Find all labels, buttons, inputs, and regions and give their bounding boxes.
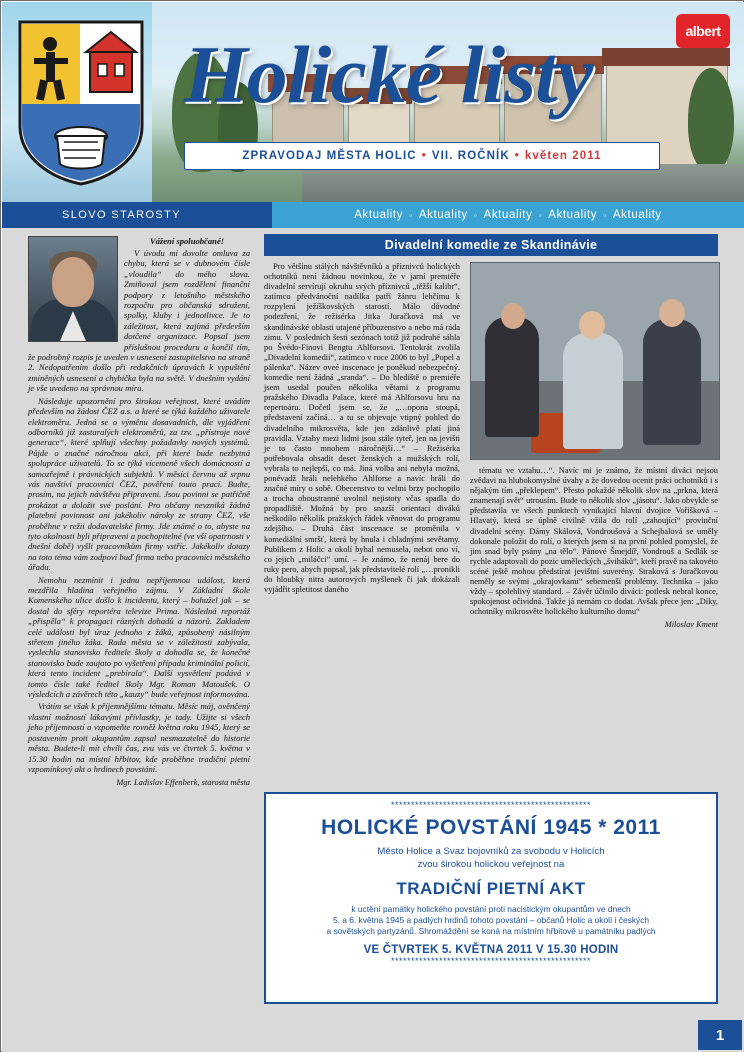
announcement-detail-1: k uctění památky holického povstání proti nacistickým okupantům ve dnech bbox=[351, 904, 631, 914]
announcement-datetime: VE ČTVRTEK 5. KVĚTNA 2011 V 15.30 HODIN bbox=[363, 944, 619, 956]
announcement-subtitle: TRADIČNÍ PIETNÍ AKT bbox=[396, 879, 586, 898]
article-paragraph: Pro většinu stálých návštěvníků a příznivců holických ochotníků není žádnou novinkou, že v jarní premiéře divadelní servírují okruhu svých příznivců „těžší kalibr“, zatímco předvánoční nadílka patří žánru lehčímu k rozpylení ježíškovských starostí. Málo důvodné podezření, že režisérka Jitka Juračková má ve skandinávské oblasti utajené příbuzenstvo a nebo má ráda zimu. V posledních šesti sezónach totiž již podruhé sáhla po Švédo-Finovi Bengtu Ahlforsovi. Tentokrát zvolila „Divadelní komedii“, zatímco v roce 2006 to byl „Popel a pálenka“. Název oveé inscenace je poněkud nebezpečný. komedie není žádná „sranda“. – Do hlediště o premiéře jsem usedal poučen několika větami z programu pražského Divadla Palace, které má Ahlforsovu hru na repertoáru. Dočetl jsem se, že „…opona stoupá, představení začíná… a tu se objevuje vtipný pohled do divadelního mikrosvěta, kde jen zdánlivě platí jiná pravidla. Vztahy mezi lidmi jsou stále tyteř, jen na jevišti je to často mnohem náročnější…“ – Režisérka potřebovala obsadit deset ženských a mužských rolí, vybrala to nejlepší, co má. Jiná volba ani nebyla možná, ponévadž hráli nelehkého Ahlforse a navíc hráli do značné míry o sobě. Obecenstvo to velmi brzy pochopilo a trocha oboustranné uvolnil nejistoty včas spadla do propadliště. Možná by pro snazší orientaci diváků neškodilo několik pražských řádek věnovat do programu zdejšího. – Druhá část inscenace se proměnila v komediální smršť, která by hnula i chladnými sevětamy. Publikem z Holic a okolí byhal nemusela, nebot ono ví, co jejich „miláčci“ umí. – Je známo, že nenáj bere do ruky pero, abych popsal, jak představitelé rolí „…pronikli do hloubky nitra autorových myšlenek či jak dokázali vyjádřit spletitost daného bbox=[264, 262, 460, 594]
subtitle-sep-2: • bbox=[514, 150, 520, 162]
article-column-2 bbox=[470, 262, 718, 629]
editorial-paragraph: Vrátím se však k příjemnějšímu tématu. Měsíc máj, ověnčený vlastní možností lákavými přívlastky, je tady. Užijte si všech jeho příjemností a vzpomeňte rovněž května roku 1945, který se postavením proti okupantům zapsal nesmazatelně do historie města. Budete-li mít chvíli čas, zvu vás ve čtvrtek 5. května v 15.30 hodin na místní hřbitov, kde proběhne tradiční pietní vzpomínkový akt o hrdinech povstání. bbox=[28, 701, 250, 774]
announcement-detail-2: 5. a 6. května 1945 a padlých hrdinů tohoto povstání – občanů Holic a okolí i českých bbox=[332, 915, 650, 925]
aktuality-item-3: Aktuality bbox=[548, 209, 598, 221]
bullet-icon: ◦ bbox=[603, 210, 607, 220]
aktuality-item-2: Aktuality bbox=[483, 209, 533, 221]
subtitle-main: ZPRAVODAJ MĚSTA HOLIC bbox=[242, 150, 417, 162]
article-paragraph: tématu ve vztahu…“. Navíc mi je známo, že místní diváci nejsou zvědavi na hlubokomyslné úvahy a že dovedou ocenit práci ochotníků i s nějakým tím „překlepem“. Přesto pokaždé několik slov na „prkna, která znamenají svět“ utrousím. Bude to několik slov „jásotu“. Jako obvykle se představila ve všech punktech vynikající hlavní dvojice Vořišková – Hlavatý, která se úplně civilně vžila do rolí „zahoující“ provinční divadelní scény. Dámy Skálová, Vondroušová a Schejbalová se uměly dokonale položit do rolí, o kterých jsem si na první pohled pomyslel, že jim snad byly psány „na tělo“. Pánové Šmejdíř, Vondrouš a Sedlák se rychle adaptovali do pozic uměleckých „šviháků“, kteří pravě na takovéto scéné ještě mohou předstírat jevištní suverény. Straková s Juračkovou neměly se svými „okrajovkami“ sebemenší problémy. Technika – jako vždy – spolehlivý standard. – Závěr účinilo diváci: potlesk nebral konce, spokojenost očividná. Takže já nemám co dodat. Avšak přece jen: „Díky, ochotníky mikrosvěte holického kulturního domu“ bbox=[470, 466, 718, 617]
section-label-slovo-starosty: SLOVO STAROSTY bbox=[2, 202, 272, 228]
announcement-box bbox=[264, 792, 718, 1004]
article-author: Miloslav Kment bbox=[664, 620, 718, 630]
page-title: Holické listy bbox=[184, 29, 593, 120]
subtitle-sep-1: • bbox=[421, 150, 427, 162]
editorial-greeting: Vážení spoluobčané! bbox=[149, 236, 225, 246]
subtitle-date: květen 2011 bbox=[524, 150, 602, 162]
aktuality-item-1: Aktuality bbox=[418, 209, 468, 221]
masthead bbox=[2, 2, 744, 202]
announcement-detail-3: a sovětských partyzánů. Shromáždění se koná na místním hřbitově u památníku padlých bbox=[326, 926, 656, 936]
editorial-paragraph: Následuje upozornění pro širokou veřejnost, které uvádím především na žádost ČEZ a.s. a které se týká každého uživatele elektroměru. Jedná se o výměnu dosavadních, dle vyjádření odborníků již zastaralých elektroměrů, za tzv. „přístroje nové generace“, které splňují všechny požadavky nových systémů. Půjde o značné náročnou akci, při které bude nezbytná spolupráce uživatelů. To se týká vícemeně všech domácností a samozřejmě i právnických subjektů. V měsíci červnu až srpnu vás navštíví pracovníci ČEZ, pověření touto prací. Budte, prosím, na jejich návštěvu připraveni. Jsou povinni se patřičně prokázat a doložit své poslání. Pro občany nevzniká žádná platební povinnost ani jakékoliv nároky ze strany ČEZ, vše proběhne v režii dodavatelské firmy. Jde známé o to, abyste na tyto okolnosti byli připraveni a pochopitelné (ve vší opatrnosti v dnešní době) vyšli pracovníkům firmy vstříc. Jakékoliv dotazy na toto téma vám zodpoví buď firma nebo pracovníci městského úřadu. bbox=[28, 395, 250, 573]
article-headline: Divadelní komedie ze Skandinávie bbox=[264, 234, 718, 256]
editorial-column bbox=[28, 236, 250, 1036]
editorial-paragraph: Nemohu nezmínit i jednu nepříjemnou událost, která mezdřila hladina veřejného zájmu. V Základní škole Komenského ulice došlo k incidentu, který – bohužel jak – se dostal do sféry reportéra televize Prima. Následná reportáž „přispěla“ k propagaci různých dohadů a názorů. Zakladem celé události byl úraz jednoho z žáků, způsobený násilným střetem jiného žáka. Rada města se v záležitosti zabývala, vyslechla stanovisko ředitele školy a dohodla se, že konečné stanovisko bude zaujato po vyšetření případu kriminální policií, která tento incident „prebírala“. Další vysvětlení podává v tomto čísle také ředitel školy Mgr. Roman Matoušek. O výsledcích a závěrech této „kauzy“ bude veřejnost informována. bbox=[28, 574, 250, 700]
editorial-paragraph: V úvodu mi dovolte omluva za chybu, která se v dubnovém čísle „vloudila“ do mého slova. Zmiňoval jsem rozdělení finanční podpory z letošního městského rozpočtu pro občanská sdružení, spolky, kluby i jednotlivce. Je to záležitost, která zajímá především dotčené organizace. Popsal jsem příslušnou proceduru a končil tím, že podrobný rozpis je uveden v usnesení zastupitelstva na straně 2. Nedopatřením došlo při redakčních úpravách k vypuštění zmíněných usnesení a chybička byla na světě. V dnešním vydání je vše uvedeno na správnou míru. bbox=[28, 248, 250, 394]
section-bar bbox=[2, 202, 744, 228]
bullet-icon: ◦ bbox=[409, 210, 413, 220]
editorial-signature: Mgr. Ladislav Effenberk, starosta města bbox=[116, 778, 250, 788]
albert-logo: albert bbox=[676, 14, 730, 48]
bullet-icon: ◦ bbox=[473, 210, 478, 220]
star-divider-bottom: ************************************************** bbox=[390, 956, 592, 966]
announcement-line-1: Město Holice a Svaz bojovníků za svobodu v Holicích bbox=[377, 846, 605, 857]
page-content bbox=[2, 228, 744, 1052]
article-column-1 bbox=[264, 262, 460, 595]
theatre-photo bbox=[470, 262, 720, 460]
subtitle-volume: VII. ROČNÍK bbox=[431, 150, 510, 162]
bullet-icon: ◦ bbox=[538, 210, 543, 220]
announcement-line-2: zvou širokou holickou veřejnost na bbox=[417, 858, 565, 870]
page-number: 1 bbox=[698, 1020, 742, 1050]
section-label-aktuality bbox=[272, 202, 744, 228]
mayor-photo bbox=[28, 236, 118, 342]
masthead-subtitle bbox=[184, 142, 660, 170]
coat-of-arms-icon bbox=[16, 18, 146, 188]
aktuality-item-4: Aktuality bbox=[612, 209, 662, 221]
aktuality-item-0: Aktuality bbox=[354, 209, 404, 221]
star-divider-top: ************************************************** bbox=[390, 800, 592, 810]
announcement-title: HOLICKÉ POVSTÁNÍ 1945 * 2011 bbox=[321, 816, 661, 839]
